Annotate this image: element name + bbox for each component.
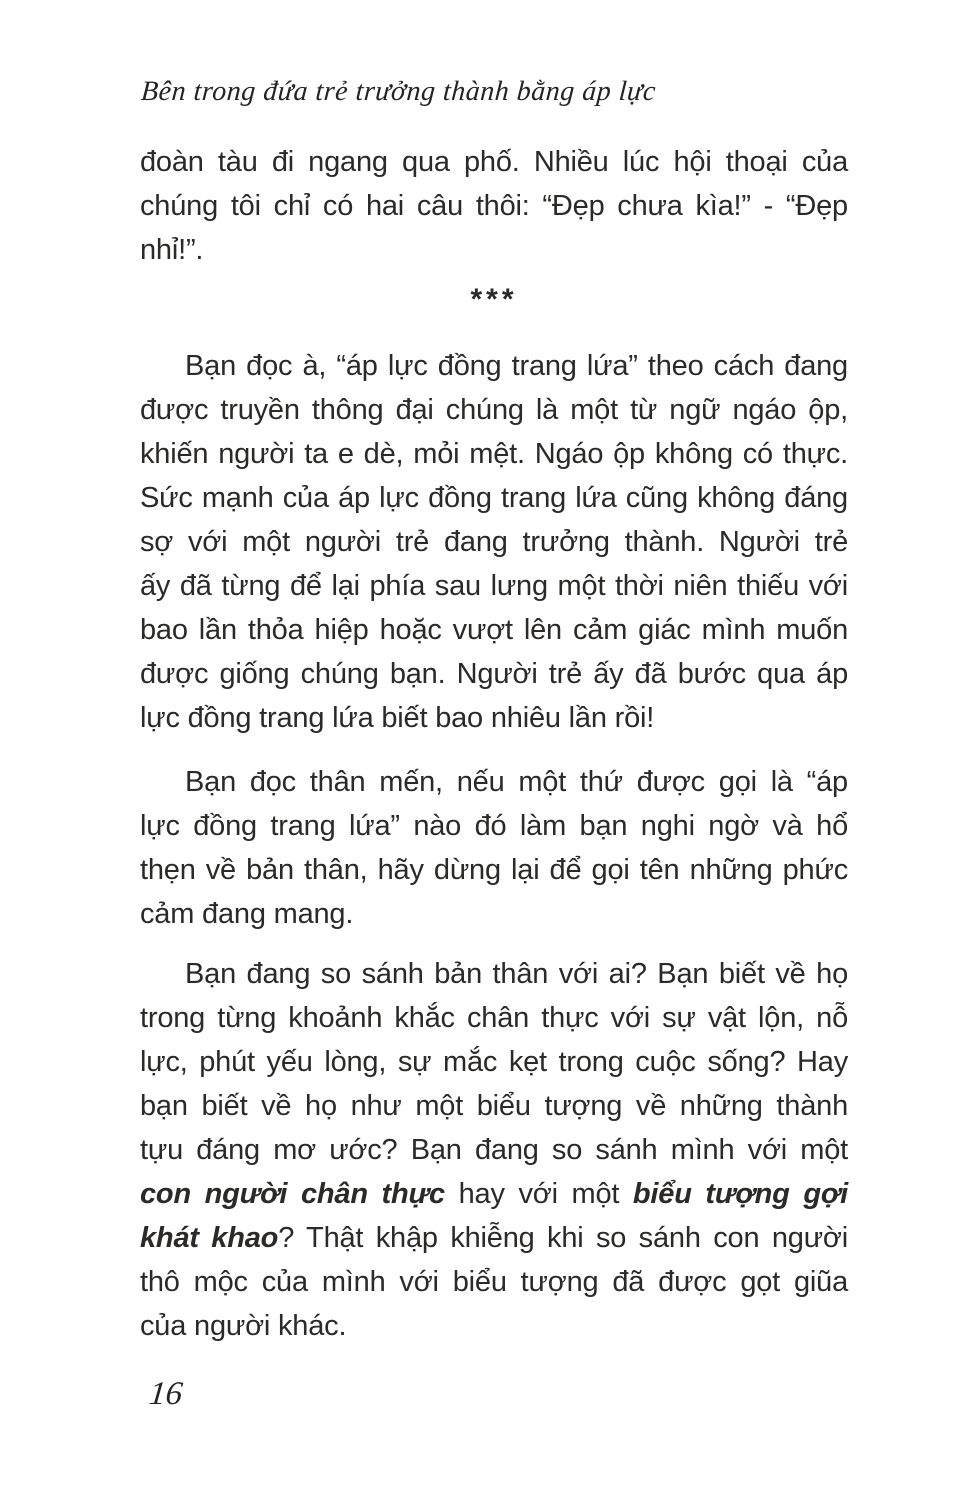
text-line: thô mộc của mình với biểu tượng đã được gọt giũa [140,1266,848,1298]
text-line: lực, phút yếu lòng, sự mắc kẹt trong cuộc sống? Hay [140,1046,848,1078]
text-line [140,1172,848,1216]
text-line: bạn biết về họ như một biểu tượng về những thành [140,1090,848,1122]
paragraph [140,760,848,936]
text-line [140,1216,848,1260]
text-line: đoàn tàu đi ngang qua phố. Nhiều lúc hội thoại của [140,146,848,178]
text-line: chúng tôi chỉ có hai câu thôi: “Đẹp chưa kìa!” - “Đẹp [140,190,848,222]
text-line: Bạn đọc à, “áp lực đồng trang lứa” theo cách đang [185,350,848,382]
emphasis-text: biểu tượng gợi [632,1178,848,1210]
running-header: Bên trong đứa trẻ trưởng thành bằng áp lực [140,76,657,107]
text-line: nhỉ!”. [140,234,204,266]
text-line: tựu đáng mơ ước? Bạn đang so sánh mình với một [140,1134,848,1166]
emphasis-text: con người chân thực [140,1178,445,1210]
paragraph [140,140,848,272]
text-line: khiến người ta e dè, mỏi mệt. Ngáo ộp không có thực. [140,438,848,470]
text-segment: ? Thật khập khiễng khi so sánh con người [278,1222,848,1254]
text-line: bao lần thỏa hiệp hoặc vượt lên cảm giác mình muốn [140,614,848,646]
text-line: Bạn đang so sánh bản thân với ai? Bạn biết về họ [185,958,848,990]
page-number: 16 [147,1376,185,1412]
text-line: thẹn về bản thân, hãy dừng lại để gọi tên những phức [140,854,848,886]
text-segment: hay với một [444,1178,633,1210]
text-line: được giống chúng bạn. Người trẻ ấy đã bước qua áp [140,658,848,690]
emphasis-text: khát khao [140,1222,279,1254]
text-line: Sức mạnh của áp lực đồng trang lứa cũng không đáng [140,482,848,514]
paragraph [140,344,848,740]
section-separator: *** [470,283,518,316]
text-line: Bạn đọc thân mến, nếu một thứ được gọi là “áp [185,766,848,798]
text-line: ấy đã từng để lại phía sau lưng một thời niên thiếu với [140,570,848,602]
text-line: sợ với một người trẻ đang trưởng thành. Người trẻ [140,526,848,558]
text-line: lực đồng trang lứa” nào đó làm bạn nghi ngờ và hổ [140,810,848,842]
text-line: trong từng khoảnh khắc chân thực với sự vật lộn, nỗ [140,1002,848,1034]
paragraph [140,952,848,1348]
text-line: lực đồng trang lứa biết bao nhiêu lần rồi! [140,702,655,734]
text-line: cảm đang mang. [140,898,354,930]
page-body [140,140,848,1348]
text-line: của người khác. [140,1310,347,1342]
text-line: được truyền thông đại chúng là một từ ngữ ngáo ộp, [140,394,848,426]
